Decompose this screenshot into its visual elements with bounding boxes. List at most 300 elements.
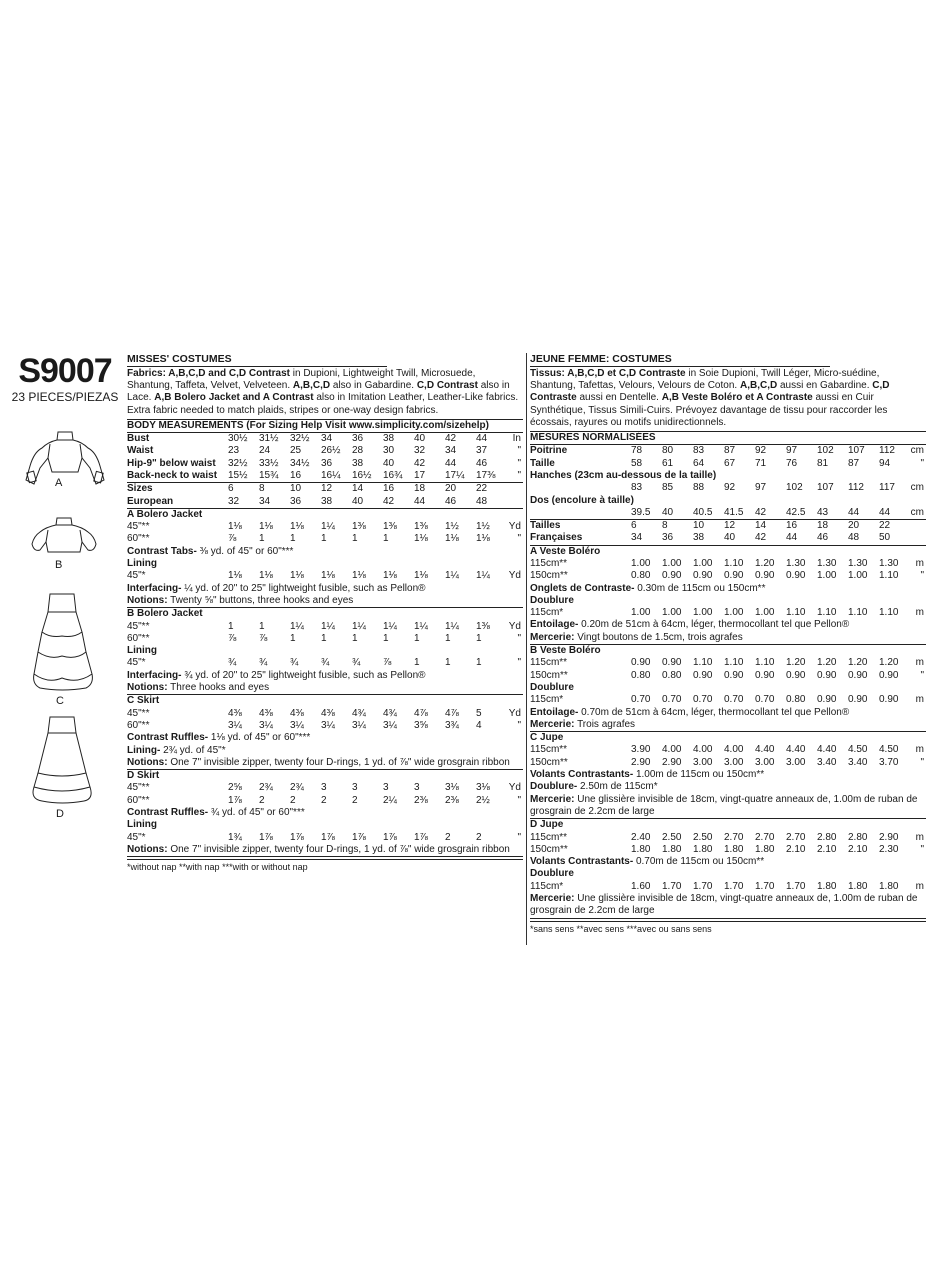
cell-value: 0.70 — [724, 694, 744, 706]
cell-value: 10 — [290, 483, 302, 495]
unit-label: " — [517, 457, 521, 469]
note-text: One 7" invisible zipper, twenty four D-rings, 1 yd. of ⅞" wide grosgrain ribbon — [167, 843, 510, 855]
cell-value: ¾ — [259, 657, 268, 669]
unit-label: " — [920, 669, 924, 681]
cell-value: 0.90 — [848, 669, 868, 681]
note-row — [530, 583, 926, 595]
cell-value: 97 — [755, 482, 767, 494]
cell-value: 1.70 — [693, 880, 713, 892]
european-sizes-row — [530, 532, 926, 545]
cell-value: 1¼ — [321, 620, 335, 632]
cell-value: 1⅛ — [321, 570, 335, 582]
section-title: JEUNE FEMME: COSTUMES — [530, 353, 830, 367]
row-label: European — [127, 496, 228, 509]
lining-heading-cell: Doublure — [530, 594, 574, 606]
note-row — [127, 546, 523, 558]
cell-value: 16 — [786, 520, 798, 532]
cell-value: 2¾ — [259, 782, 273, 794]
cell-value: 0.90 — [879, 669, 899, 681]
note-cell — [530, 781, 926, 793]
cell-value: 0.90 — [817, 669, 837, 681]
row-label: 115cm* — [530, 880, 564, 892]
cell-value: 102 — [786, 482, 803, 494]
cell-value: 0.70 — [755, 694, 775, 706]
lining-heading — [127, 558, 523, 570]
note-row — [127, 757, 523, 770]
row-label: Hip-9" below waist — [127, 457, 216, 469]
note-text: Three hooks and eyes — [167, 682, 270, 694]
cell-value: 2.10 — [848, 843, 868, 855]
cell-value: 37 — [476, 445, 488, 457]
cell-value: 28 — [352, 445, 364, 457]
cell-value: 1.00 — [662, 607, 682, 619]
note-row — [127, 595, 523, 608]
note-cell — [127, 583, 523, 595]
cell-value: 2⅜ — [445, 794, 459, 806]
fabrics-label: Fabrics: A,B,C,D and C,D Contrast — [127, 368, 290, 379]
cell-value: 38 — [321, 496, 352, 509]
cell-value: 3⅝ — [414, 719, 428, 731]
english-column — [127, 353, 523, 873]
cell-value: ¾ — [228, 657, 237, 669]
row-label: Hanches (23cm au-dessous de la taille) — [530, 469, 717, 481]
cell-value: 2 — [352, 794, 358, 806]
cell-value: 34 — [445, 445, 457, 457]
cell-value: 12 — [724, 520, 736, 532]
cell-value: 2.90 — [662, 756, 682, 768]
section-title: MISSES' COSTUMES — [127, 353, 387, 367]
yardage-row — [530, 694, 926, 706]
cell-value: 0.70 — [631, 694, 651, 706]
cell-value: 2.70 — [724, 831, 744, 843]
cell-value: 1⅛ — [259, 570, 273, 582]
cell-value: 17¼ — [445, 470, 476, 483]
cell-value: 1⅞ — [383, 831, 397, 843]
cell-value: 4.00 — [693, 744, 713, 756]
note-text: Twenty ⅝" buttons, three hooks and eyes — [167, 594, 354, 606]
cell-value: 1 — [445, 632, 451, 644]
cell-value: 1.00 — [631, 607, 651, 619]
cell-value: 3¼ — [321, 719, 335, 731]
cell-value: 61 — [662, 457, 674, 469]
note-row — [530, 781, 926, 793]
cell-value: 1¼ — [321, 521, 335, 533]
note-row — [530, 632, 926, 645]
note-cell — [127, 757, 523, 770]
cell-value: 4⅜ — [290, 707, 304, 719]
cell-value: 1 — [259, 533, 265, 545]
cell-value: 2⅝ — [228, 782, 242, 794]
cell-value: 2½ — [476, 794, 490, 806]
note-row — [127, 732, 523, 744]
cell-value: 3.00 — [693, 756, 713, 768]
cell-value: 1.30 — [817, 557, 837, 569]
note-label: Mercerie: — [530, 893, 575, 904]
body-measurements-heading — [530, 432, 926, 445]
cell-value: 1⅛ — [290, 521, 304, 533]
note-row — [127, 807, 523, 819]
row-label: Waist — [127, 445, 154, 457]
fabrics-text: aussi en Cuir Synthétique, Tissus Simili-Cuirs. Prévoyez davantage de tissu pour raccorder les écossais, rayures ou motifs unidirectionnels. — [530, 392, 888, 428]
cell-value: 6 — [631, 520, 637, 532]
cell-value: 3.90 — [631, 744, 651, 756]
cell-value: 6 — [228, 483, 234, 495]
note-label: Doublure- — [530, 781, 578, 793]
cell-value: 10 — [693, 520, 705, 532]
cell-value: 42 — [414, 457, 426, 469]
cell-value: 48 — [476, 496, 507, 509]
note-text: One 7" invisible zipper, twenty four D-rings, 1 yd. of ⅞" wide grosgrain ribbon — [167, 756, 510, 768]
cell-value: 26½ — [321, 445, 341, 457]
cell-value: ⅞ — [228, 632, 237, 644]
fabrics-label: A,B Bolero Jacket and A Contrast — [154, 392, 314, 404]
cell-value: 4.00 — [662, 744, 682, 756]
note-text: Une glissière invisible de 18cm, vingt-quatre anneaux de, 1.00m de ruban de — [574, 893, 918, 904]
note-label: Contrast Ruffles- — [127, 732, 209, 744]
note-text: 1.00m de 115cm ou 150cm** — [633, 769, 765, 781]
row-label: 150cm** — [530, 843, 568, 855]
sizes-row — [127, 483, 523, 496]
cell-value: 107 — [848, 445, 865, 457]
note-row — [127, 745, 523, 757]
cell-value: 1.20 — [848, 657, 868, 669]
cell-value: 3.70 — [879, 756, 899, 768]
cell-value: 3.40 — [848, 756, 868, 768]
note-cell — [530, 719, 926, 732]
cell-value: 39.5 — [631, 507, 662, 520]
unit-label: Yd — [508, 707, 521, 719]
note-label: Mercerie: — [530, 718, 575, 730]
cell-value: 2 — [290, 794, 296, 806]
cell-value: 3 — [321, 782, 327, 794]
lining-heading-cell: Lining — [127, 558, 157, 570]
yardage-row — [127, 533, 523, 545]
cell-value: ¾ — [321, 657, 330, 669]
cell-value: 0.70 — [693, 694, 713, 706]
view-d-label: D — [56, 808, 64, 820]
cell-value: 83 — [631, 482, 643, 494]
cell-value: ⅞ — [259, 632, 268, 644]
garment-section-heading-cell: A Veste Boléro — [530, 545, 601, 557]
cell-value: 1.00 — [693, 557, 713, 569]
unit-label: cm — [910, 445, 924, 457]
cell-value: 1.70 — [755, 880, 775, 892]
cell-value: 107 — [817, 482, 834, 494]
cell-value: 8 — [662, 520, 668, 532]
measurement-row — [530, 495, 926, 507]
measurement-row — [530, 482, 926, 494]
cell-value: 25 — [290, 445, 302, 457]
note-label: Onglets de Contraste- — [530, 582, 635, 594]
note-text: ⅜ yd. of 45" or 60"*** — [196, 545, 294, 557]
unit-label — [507, 483, 523, 496]
view-a-sketch — [20, 428, 110, 488]
cell-value: 4¾ — [352, 707, 366, 719]
unit-label: " — [920, 457, 924, 469]
cell-value: 48 — [848, 532, 879, 545]
cell-value: 1.20 — [755, 557, 775, 569]
cell-value: 3¾ — [445, 719, 459, 731]
note-label: Notions: — [127, 756, 168, 768]
cell-value: 1.00 — [662, 557, 682, 569]
brand-block — [10, 352, 120, 404]
note-row — [530, 707, 926, 719]
unit-label: m — [915, 880, 924, 892]
unit-label: m — [915, 557, 924, 569]
lining-heading — [127, 819, 523, 831]
cell-value: 3 — [414, 782, 420, 794]
cell-value: 2 — [476, 831, 482, 843]
row-label: 115cm** — [530, 831, 568, 843]
cell-value: 67 — [724, 457, 736, 469]
cell-value: 1 — [321, 533, 327, 545]
yardage-row — [127, 832, 523, 844]
cell-value: 34 — [259, 496, 290, 509]
cell-value: 2 — [259, 794, 265, 806]
cell-value: 16 — [383, 483, 395, 495]
row-label: 60"** — [127, 719, 150, 731]
cell-value: 4⅞ — [414, 707, 428, 719]
cell-value: 4⅜ — [321, 707, 335, 719]
cell-value: 40 — [352, 496, 383, 509]
garment-section-heading-cell: A Bolero Jacket — [127, 508, 203, 520]
cell-value: 40.5 — [693, 507, 724, 520]
piece-count: 23 PIECES/PIEZAS — [11, 390, 119, 404]
yardage-row — [127, 720, 523, 732]
cell-value: 3.00 — [786, 756, 806, 768]
note-label: Volants Contrastants- — [530, 856, 634, 868]
yardage-row — [530, 670, 926, 682]
cell-value: 3¼ — [290, 719, 304, 731]
cell-value: 38 — [352, 457, 364, 469]
cell-value: 44 — [414, 496, 445, 509]
cell-value: 32½ — [228, 457, 248, 469]
cell-value: 0.90 — [786, 570, 806, 582]
cell-value: 42 — [383, 496, 414, 509]
footnote: *without nap **with nap ***with or without nap — [127, 859, 523, 873]
note-cell — [530, 893, 926, 905]
row-label: 115cm** — [530, 657, 568, 669]
cell-value: 1.80 — [879, 880, 899, 892]
unit-label: Yd — [508, 521, 521, 533]
cell-value: 42 — [445, 433, 457, 445]
measurement-row — [127, 445, 523, 457]
cell-value: 4⅜ — [228, 707, 242, 719]
cell-value: 1 — [414, 632, 420, 644]
fabrics-description — [530, 368, 926, 432]
cell-value: 36 — [290, 496, 321, 509]
note-label: Mercerie: — [530, 631, 575, 643]
row-label: 60"** — [127, 533, 150, 545]
cell-value: 42.5 — [786, 507, 817, 520]
lining-heading-cell: Doublure — [530, 681, 574, 693]
note-text: 0.70m de 51cm à 64cm, léger, thermocollant tel que Pellon® — [578, 706, 850, 718]
cell-value: 87 — [724, 445, 736, 457]
note-text: grosgrain de 2.2cm de large — [530, 805, 655, 817]
cell-value: 0.80 — [662, 669, 682, 681]
view-a-label: A — [55, 477, 63, 489]
cell-value: 3.00 — [755, 756, 775, 768]
garment-section-heading-cell: D Jupe — [530, 819, 564, 831]
cell-value: ¾ — [290, 657, 299, 669]
cell-value: 1¼ — [414, 620, 428, 632]
unit-label: " — [517, 445, 521, 457]
cell-value: 1.00 — [755, 607, 775, 619]
row-label — [530, 482, 631, 494]
cell-value: 2¾ — [290, 782, 304, 794]
unit-label: m — [915, 744, 924, 756]
note-cell — [530, 583, 926, 595]
cell-value: 58 — [631, 457, 643, 469]
fabrics-label: A,B,C,D — [292, 380, 331, 392]
lining-heading-cell: Lining — [127, 819, 157, 831]
cell-value: 0.90 — [693, 570, 713, 582]
note-text: grosgrain de 2.2cm de large — [530, 905, 655, 917]
cell-value: 1⅛ — [476, 533, 490, 545]
cell-value: 1.80 — [724, 843, 744, 855]
cell-value: 40 — [383, 457, 395, 469]
fabrics-text: aussi en Dentelle. — [576, 392, 662, 404]
cell-value: 32½ — [290, 433, 310, 445]
cell-value: 76 — [786, 457, 798, 469]
unit-label: " — [920, 843, 924, 855]
note-text: 2.50m de 115cm* — [577, 781, 658, 793]
cell-value: 1½ — [476, 521, 490, 533]
row-label: 150cm** — [530, 756, 568, 768]
row-label: Back-neck to waist — [127, 470, 228, 483]
cell-value: 30 — [383, 445, 395, 457]
cell-value: 1⅛ — [414, 533, 428, 545]
yardage-row — [530, 844, 926, 856]
cell-value: 30½ — [228, 433, 248, 445]
unit-label: Yd — [508, 782, 521, 794]
note-cell — [127, 807, 523, 819]
note-row — [127, 670, 523, 682]
cell-value: 0.90 — [817, 694, 837, 706]
cell-value: 1⅛ — [383, 570, 397, 582]
cell-value: 15¾ — [259, 470, 290, 483]
cell-value: 1.00 — [631, 557, 651, 569]
cell-value: 1.80 — [755, 843, 775, 855]
cell-value: 1⅜ — [414, 521, 428, 533]
row-label — [530, 507, 631, 520]
unit-label: " — [517, 632, 521, 644]
note-label: Entoilage- — [530, 619, 579, 631]
cell-value: 1.10 — [693, 657, 713, 669]
yardage-row — [127, 633, 523, 645]
note-label: Interfacing- — [127, 669, 182, 681]
cell-value: 1 — [414, 657, 420, 669]
lining-heading — [530, 595, 926, 607]
note-text: ¾ yd. of 20" to 25" lightweight fusible, such as Pellon® — [181, 669, 426, 681]
cell-value: 1 — [352, 632, 358, 644]
cell-value: 1.00 — [693, 607, 713, 619]
unit-label: " — [507, 470, 523, 483]
cell-value: 1⅜ — [383, 521, 397, 533]
yardage-row — [127, 521, 523, 533]
cell-value: 1.20 — [817, 657, 837, 669]
sizes-row — [530, 520, 926, 533]
note-row — [530, 619, 926, 631]
row-label: Bust — [127, 433, 150, 445]
row-label: Dos (encolure à taille) — [530, 494, 634, 506]
cell-value: 1.00 — [724, 607, 744, 619]
cell-value: 1⅛ — [259, 521, 273, 533]
cell-value: 1 — [290, 632, 296, 644]
cell-value: 1.30 — [848, 557, 868, 569]
measurement-row — [127, 470, 523, 483]
body-measurements-heading — [127, 420, 523, 433]
cell-value: 0.80 — [631, 570, 651, 582]
fabrics-text: also in Gabardine. — [330, 380, 417, 392]
cell-value: 0.90 — [755, 669, 775, 681]
cell-value: 1⅜ — [352, 521, 366, 533]
garment-section-heading — [127, 608, 523, 621]
cell-value: 117 — [879, 482, 895, 494]
cell-value: 4.40 — [755, 744, 775, 756]
cell-value: 14 — [755, 520, 767, 532]
cell-value: 4¾ — [383, 707, 397, 719]
cell-value: 92 — [755, 445, 767, 457]
cell-value: 1⅞ — [290, 831, 304, 843]
note-cell — [530, 856, 926, 868]
yardage-row — [530, 607, 926, 619]
view-b-label: B — [55, 559, 63, 571]
note-text: 0.30m de 115cm ou 150cm** — [634, 582, 766, 594]
cell-value: 1.00 — [848, 570, 868, 582]
french-yardage-table — [530, 432, 926, 919]
cell-value: 36 — [321, 457, 333, 469]
cell-value: 1⅛ — [228, 570, 242, 582]
cell-value: 83 — [693, 445, 705, 457]
note-cell — [127, 745, 523, 757]
row-label: Taille — [530, 457, 555, 469]
note-cell — [530, 905, 926, 918]
cell-value: 1.80 — [693, 843, 713, 855]
cell-value: 34½ — [290, 457, 310, 469]
yardage-row — [530, 570, 926, 582]
cell-value: 46 — [476, 457, 488, 469]
note-row — [530, 893, 926, 905]
cell-value: 2.10 — [786, 843, 806, 855]
cell-value: 1.10 — [724, 557, 744, 569]
cell-value: 34 — [321, 433, 333, 445]
note-row — [530, 794, 926, 806]
unit-label: m — [915, 831, 924, 843]
cell-value: 1.10 — [848, 607, 868, 619]
cell-value: 1¼ — [290, 620, 304, 632]
cell-value: 3¼ — [383, 719, 397, 731]
fabrics-label: Tissus: A,B,C,D et C,D Contraste — [530, 368, 686, 379]
fabrics-text: in Dupioni, Lightweight Twill, Microsuede, Shantung, Taffeta, Velvet, Velveteen. — [127, 368, 476, 392]
note-row — [127, 682, 523, 695]
lining-heading-cell: Doublure — [530, 868, 574, 880]
cell-value: 44 — [848, 507, 879, 520]
garment-section-heading — [530, 819, 926, 832]
cell-value: 1.70 — [724, 880, 744, 892]
row-label: 45"** — [127, 620, 150, 632]
note-text: Une glissière invisible de 18cm, vingt-quatre anneaux de, 1.00m de ruban de — [574, 793, 918, 805]
measurement-row — [530, 445, 926, 458]
unit-label: " — [517, 719, 521, 731]
lining-heading — [530, 868, 926, 880]
cell-value: 0.90 — [879, 694, 899, 706]
note-cell — [530, 619, 926, 631]
cell-value: 1.30 — [786, 557, 806, 569]
unit-label — [910, 532, 926, 545]
cell-value: ⅞ — [383, 657, 392, 669]
note-row — [127, 844, 523, 857]
